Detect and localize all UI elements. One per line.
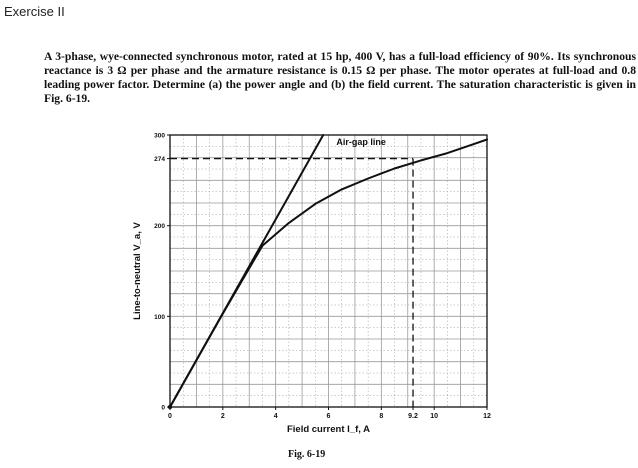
y-tick-label: 200 (154, 223, 165, 231)
chart-grid (170, 135, 487, 407)
x-tick-label: 9.2 (408, 413, 418, 420)
axis-ticks (154, 133, 491, 421)
y-tick-label: 0 (161, 404, 165, 412)
x-tick-label: 4 (273, 413, 278, 420)
y-tick-label: 274 (154, 156, 165, 164)
axis-labels (132, 222, 370, 435)
air-gap-line-label: Air-gap line (336, 136, 386, 147)
reference-lines (170, 159, 413, 407)
y-tick-label: 300 (154, 132, 165, 140)
x-tick-label: 0 (168, 413, 172, 420)
x-tick-label: 2 (220, 413, 225, 420)
x-axis-label: Field current I_f, A (286, 424, 371, 435)
x-tick-label: 6 (326, 413, 331, 420)
x-tick-label: 10 (430, 413, 439, 420)
y-tick-label: 100 (154, 313, 165, 321)
exercise-title: Exercise II (4, 4, 65, 19)
x-tick-label: 8 (379, 413, 384, 420)
annotations (336, 137, 386, 147)
x-tick-label: 12 (483, 413, 491, 420)
problem-statement: A 3-phase, wye-connected synchronous motor, rated at 15 hp, 400 V, has a full-load efficiency of 90%. Its synchronous reactance is 3 Ω per phase and the armature resistance is 0.15 Ω per phase. The motor operates at full-load and 0.8 leading power factor. Determine (a) the power angle and (b) the field current. The saturation characteristic is given in Fig. 6-19. (44, 50, 636, 105)
chart-series (168, 135, 487, 409)
figure-caption: Fig. 6-19 (288, 449, 326, 460)
y-axis-label: Line-to-neutral V_a, V (132, 222, 143, 320)
